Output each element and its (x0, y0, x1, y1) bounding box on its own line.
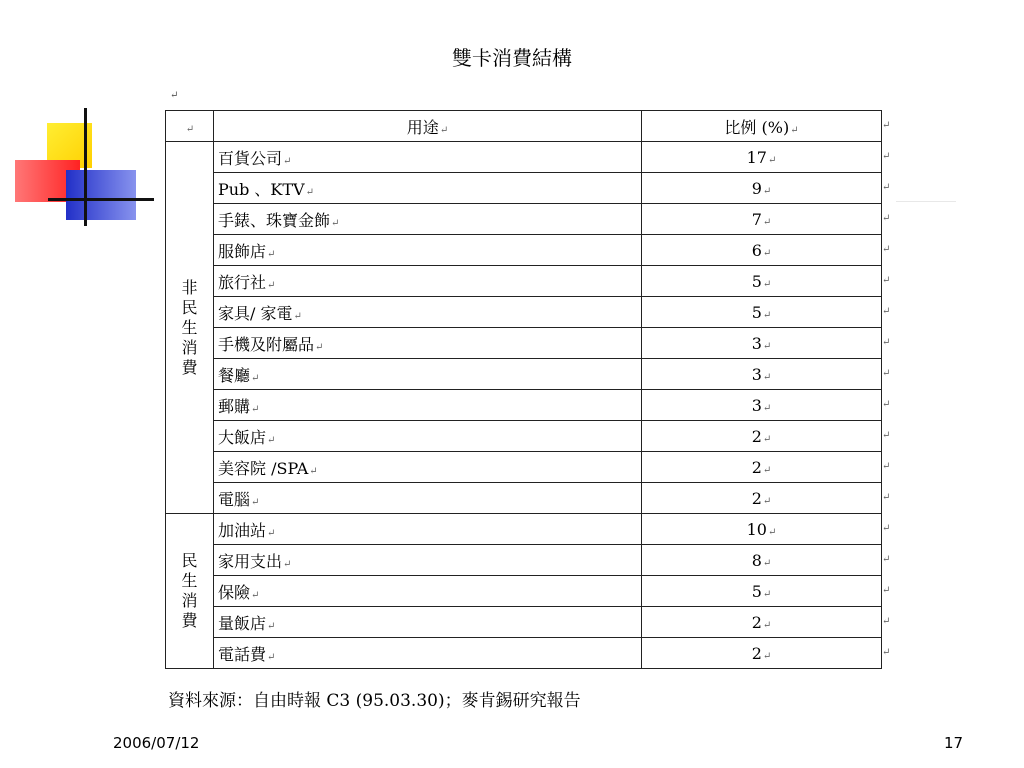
table-row (166, 545, 882, 576)
source-note: 資料來源：自由時報 C3 (95.03.30)；麥肯錫研究報告 (168, 691, 581, 711)
table-row (166, 483, 882, 514)
table-row (166, 173, 882, 204)
ratio-cell: 5↵ (642, 266, 882, 297)
ratio-cell: 3↵ (642, 328, 882, 359)
item-cell: 服飾店↵ (214, 235, 642, 266)
row-end-mark-icon: ↵ (882, 337, 891, 348)
item-cell: 量飯店↵ (214, 607, 642, 638)
item-cell: 餐廳↵ (214, 359, 642, 390)
ratio-cell: 17↵ (642, 142, 882, 173)
item-cell: 大飯店↵ (214, 421, 642, 452)
group-label-char: 費 (181, 357, 198, 377)
page-number: 17 (944, 734, 964, 752)
item-cell: 加油站↵ (214, 514, 642, 545)
group-label-char: 生 (181, 317, 198, 337)
group-label-char: 消 (181, 337, 198, 357)
header-blank-cell: ↵ (166, 111, 214, 142)
ratio-cell: 7↵ (642, 204, 882, 235)
item-cell: 家用支出↵ (214, 545, 642, 576)
logo-vertical-line (84, 108, 87, 226)
group-label-char: 生 (181, 571, 198, 590)
ratio-cell: 2↵ (642, 421, 882, 452)
item-cell: 電話費↵ (214, 638, 642, 669)
table-row (166, 328, 882, 359)
row-end-mark-icon: ↵ (882, 616, 891, 627)
ratio-cell: 3↵ (642, 390, 882, 421)
row-end-mark-icon: ↵ (882, 585, 891, 596)
row-end-mark-icon: ↵ (882, 492, 891, 503)
ratio-cell: 9↵ (642, 173, 882, 204)
ratio-cell: 10↵ (642, 514, 882, 545)
ratio-cell: 2↵ (642, 607, 882, 638)
table-row (166, 204, 882, 235)
logo-horizontal-line (48, 198, 154, 201)
table-row (166, 266, 882, 297)
row-end-mark-icon: ↵ (882, 461, 891, 472)
table-row (166, 421, 882, 452)
ratio-cell: 5↵ (642, 576, 882, 607)
group-label (166, 142, 214, 514)
row-end-mark-icon: ↵ (882, 213, 891, 224)
table-row (166, 235, 882, 266)
row-end-mark-icon: ↵ (882, 151, 891, 162)
divider (896, 201, 956, 202)
ratio-cell: 6↵ (642, 235, 882, 266)
row-end-mark-icon: ↵ (882, 523, 891, 534)
ratio-cell: 3↵ (642, 359, 882, 390)
item-cell: 電腦↵ (214, 483, 642, 514)
item-cell: 手機及附屬品↵ (214, 328, 642, 359)
row-end-mark-icon: ↵ (882, 368, 891, 379)
slide-title: 雙卡消費結構 (452, 46, 572, 70)
item-cell: 郵購↵ (214, 390, 642, 421)
group-label-char: 費 (181, 611, 198, 630)
table-row (166, 142, 882, 173)
row-end-mark-icon: ↵ (882, 275, 891, 286)
row-end-mark-icon: ↵ (882, 306, 891, 317)
ratio-cell: 8↵ (642, 545, 882, 576)
item-cell: 美容院 /SPA↵ (214, 452, 642, 483)
header-use: 用途↵ (214, 111, 642, 142)
footer-date: 2006/07/12 (113, 734, 200, 752)
table-row (166, 297, 882, 328)
row-end-mark-icon: ↵ (882, 182, 891, 193)
row-end-mark-icon: ↵ (882, 430, 891, 441)
group-label-char: 非 (181, 277, 198, 297)
group-label-char: 民 (181, 551, 198, 570)
item-cell: Pub 、KTV↵ (214, 173, 642, 204)
row-end-marks (882, 110, 896, 668)
table-row (166, 638, 882, 669)
item-cell: 家具/ 家電↵ (214, 297, 642, 328)
item-cell: 旅行社↵ (214, 266, 642, 297)
paragraph-mark-icon: ↵ (170, 90, 179, 101)
group-label-char: 民 (181, 297, 198, 317)
decorative-logo (10, 108, 160, 228)
header-ratio: 比例 (%)↵ (642, 111, 882, 142)
item-cell: 百貨公司↵ (214, 142, 642, 173)
row-end-mark-icon: ↵ (882, 647, 891, 658)
row-end-mark-icon: ↵ (882, 244, 891, 255)
row-end-mark-icon: ↵ (882, 120, 891, 131)
ratio-cell: 2↵ (642, 638, 882, 669)
table-row (166, 359, 882, 390)
table-row (166, 607, 882, 638)
ratio-cell: 2↵ (642, 483, 882, 514)
group-label (166, 514, 214, 669)
item-cell: 保險↵ (214, 576, 642, 607)
consumption-table (165, 110, 882, 669)
row-end-mark-icon: ↵ (882, 399, 891, 410)
table-header-row (166, 111, 882, 142)
row-end-mark-icon: ↵ (882, 554, 891, 565)
item-cell: 手錶、珠寶金飾↵ (214, 204, 642, 235)
ratio-cell: 5↵ (642, 297, 882, 328)
group-label-char: 消 (181, 591, 198, 610)
table-row (166, 390, 882, 421)
table-row (166, 514, 882, 545)
table-row (166, 452, 882, 483)
logo-blue-rectangle (66, 170, 136, 220)
ratio-cell: 2↵ (642, 452, 882, 483)
table-row (166, 576, 882, 607)
